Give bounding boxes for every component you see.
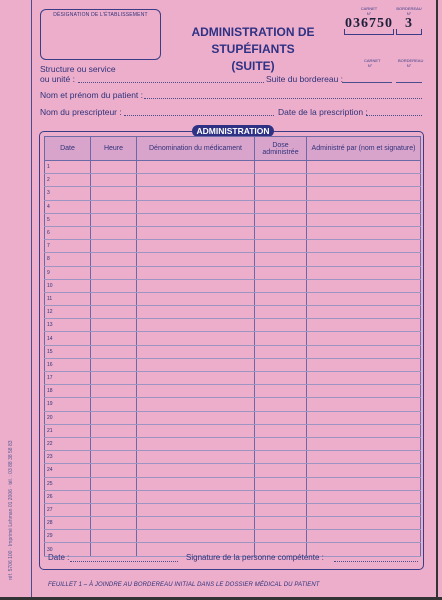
bordereau-sub-label: N°: [406, 11, 412, 16]
row-number-cell[interactable]: 27: [45, 503, 91, 516]
margin-rule: [31, 0, 32, 600]
prescripteur-input-line[interactable]: [124, 115, 274, 116]
heure-cell[interactable]: [91, 503, 137, 516]
row-number-cell[interactable]: 8: [45, 253, 91, 266]
dose-cell[interactable]: [255, 372, 307, 385]
row-number-cell[interactable]: 2: [45, 174, 91, 187]
dose-cell[interactable]: [255, 424, 307, 437]
table-row: [45, 398, 421, 411]
suite-bordereau-number-label: [398, 58, 424, 68]
dose-cell[interactable]: [255, 226, 307, 239]
dose-cell[interactable]: [255, 490, 307, 503]
date-prescription-input-line[interactable]: [366, 115, 422, 116]
table-row: [45, 358, 421, 371]
heure-cell[interactable]: [91, 226, 137, 239]
medicament-cell[interactable]: [137, 358, 255, 371]
administration-table: [44, 136, 421, 557]
suite-carnet-label-text: CARNET: [364, 58, 381, 63]
medicament-cell[interactable]: [137, 306, 255, 319]
administration-panel-title: ADMINISTRATION: [192, 125, 274, 137]
dose-cell[interactable]: [255, 292, 307, 305]
heure-cell[interactable]: [91, 451, 137, 464]
medicament-cell[interactable]: [137, 437, 255, 450]
table-row: [45, 385, 421, 398]
table-row: [45, 253, 421, 266]
dose-cell[interactable]: [255, 266, 307, 279]
bordereau-number: 3: [405, 16, 413, 31]
patient-input-line[interactable]: [144, 98, 422, 99]
medicament-cell[interactable]: [137, 161, 255, 174]
table-row: [45, 213, 421, 226]
table-row: [45, 226, 421, 239]
dose-cell[interactable]: [255, 503, 307, 516]
signature-cell[interactable]: [307, 319, 421, 332]
carnet-number: 036750: [345, 16, 393, 31]
medicament-cell[interactable]: [137, 411, 255, 424]
dose-cell[interactable]: [255, 306, 307, 319]
carnet-label: CARNET: [360, 6, 378, 11]
heure-cell[interactable]: [91, 213, 137, 226]
row-number-cell[interactable]: 29: [45, 530, 91, 543]
table-row: [45, 266, 421, 279]
heure-cell[interactable]: [91, 477, 137, 490]
dose-cell[interactable]: [255, 464, 307, 477]
row-number-cell[interactable]: 20: [45, 411, 91, 424]
side-reference-code: réf. 5706 100 · Imprimé Lehman 01 2006 · tél. : 03 88 38 58 83: [8, 440, 14, 580]
row-number-cell[interactable]: 10: [45, 279, 91, 292]
heure-cell[interactable]: [91, 517, 137, 530]
heure-cell[interactable]: [91, 240, 137, 253]
dose-cell[interactable]: [255, 451, 307, 464]
dose-cell[interactable]: [255, 530, 307, 543]
table-row: [45, 292, 421, 305]
signature-cell[interactable]: [307, 266, 421, 279]
table-row: [45, 319, 421, 332]
medicament-cell[interactable]: [137, 385, 255, 398]
dose-cell[interactable]: [255, 398, 307, 411]
dose-cell[interactable]: [255, 319, 307, 332]
medicament-cell[interactable]: [137, 451, 255, 464]
medicament-cell[interactable]: [137, 398, 255, 411]
signature-cell[interactable]: [307, 200, 421, 213]
table-row: [45, 477, 421, 490]
signature-cell[interactable]: [307, 187, 421, 200]
table-row: [45, 279, 421, 292]
heure-cell[interactable]: [91, 543, 137, 556]
signature-cell[interactable]: [307, 240, 421, 253]
table-row: [45, 372, 421, 385]
right-frame-edge: [436, 0, 438, 600]
row-number-cell[interactable]: 17: [45, 372, 91, 385]
heure-cell[interactable]: [91, 530, 137, 543]
table-row: [45, 411, 421, 424]
header-heure: Heure: [91, 137, 137, 161]
medicament-cell[interactable]: [137, 213, 255, 226]
form-title: [166, 24, 340, 75]
table-row: [45, 174, 421, 187]
suite-bordereau-label: Suite du bordereau :: [266, 74, 344, 84]
row-number-cell[interactable]: 28: [45, 517, 91, 530]
row-number-cell[interactable]: 6: [45, 226, 91, 239]
row-number-cell[interactable]: 7: [45, 240, 91, 253]
medicament-cell[interactable]: [137, 187, 255, 200]
row-number-cell[interactable]: 13: [45, 319, 91, 332]
header-administre-par: Administré par (nom et signature): [307, 137, 421, 161]
dose-cell[interactable]: [255, 358, 307, 371]
table-row: [45, 490, 421, 503]
suite-carnet-label: [364, 58, 381, 68]
row-number-cell[interactable]: 3: [45, 187, 91, 200]
heure-cell[interactable]: [91, 490, 137, 503]
establishment-box[interactable]: [40, 9, 161, 60]
signature-cell[interactable]: [307, 477, 421, 490]
signature-cell[interactable]: [307, 464, 421, 477]
medicament-cell[interactable]: [137, 332, 255, 345]
structure-label-line-1: Structure ou service: [40, 64, 116, 74]
table-row: [45, 424, 421, 437]
row-number-cell[interactable]: 22: [45, 437, 91, 450]
suite-carnet-sub-label: N°: [367, 63, 373, 68]
title-line-2: (SUITE): [231, 59, 275, 73]
dose-cell[interactable]: [255, 332, 307, 345]
signature-cell[interactable]: [307, 213, 421, 226]
heure-cell[interactable]: [91, 358, 137, 371]
bordereau-number-block: [396, 6, 422, 35]
table-body: [45, 161, 421, 557]
table-row: [45, 345, 421, 358]
medicament-cell[interactable]: [137, 345, 255, 358]
medicament-cell[interactable]: [137, 240, 255, 253]
header-date: Date: [45, 137, 91, 161]
signature-cell[interactable]: [307, 306, 421, 319]
heure-cell[interactable]: [91, 345, 137, 358]
table-header-row: [45, 137, 421, 161]
header-medicament: Dénomination du médicament: [137, 137, 255, 161]
table-row: [45, 187, 421, 200]
suite-bordereau-sub-label: N°: [406, 63, 412, 68]
footer-date-input-line[interactable]: [70, 561, 178, 562]
signature-cell[interactable]: [307, 530, 421, 543]
heure-cell[interactable]: [91, 161, 137, 174]
dose-cell[interactable]: [255, 200, 307, 213]
row-number-cell[interactable]: 23: [45, 451, 91, 464]
dose-cell[interactable]: [255, 517, 307, 530]
signature-cell[interactable]: [307, 358, 421, 371]
signature-cell[interactable]: [307, 517, 421, 530]
signature-cell[interactable]: [307, 345, 421, 358]
row-number-cell[interactable]: 19: [45, 398, 91, 411]
signature-cell[interactable]: [307, 411, 421, 424]
table-row: [45, 451, 421, 464]
heure-cell[interactable]: [91, 411, 137, 424]
signature-cell[interactable]: [307, 437, 421, 450]
row-number-cell[interactable]: 9: [45, 266, 91, 279]
carnet-number-block: [344, 6, 394, 35]
signature-cell[interactable]: [307, 385, 421, 398]
table-row: [45, 503, 421, 516]
row-number-cell[interactable]: 1: [45, 161, 91, 174]
signature-cell[interactable]: [307, 372, 421, 385]
dose-cell[interactable]: [255, 253, 307, 266]
signature-cell[interactable]: [307, 174, 421, 187]
heure-cell[interactable]: [91, 424, 137, 437]
medicament-cell[interactable]: [137, 490, 255, 503]
heure-cell[interactable]: [91, 319, 137, 332]
signature-cell[interactable]: [307, 292, 421, 305]
row-number-cell[interactable]: 30: [45, 543, 91, 556]
heure-cell[interactable]: [91, 253, 137, 266]
row-number-cell[interactable]: 14: [45, 332, 91, 345]
heure-cell[interactable]: [91, 266, 137, 279]
dose-cell[interactable]: [255, 437, 307, 450]
dose-cell[interactable]: [255, 385, 307, 398]
row-number-cell[interactable]: 25: [45, 477, 91, 490]
row-number-cell[interactable]: 15: [45, 345, 91, 358]
date-prescription-label: Date de la prescription :: [278, 107, 368, 117]
medicament-cell[interactable]: [137, 279, 255, 292]
table-row: [45, 530, 421, 543]
heure-cell[interactable]: [91, 174, 137, 187]
footer-date-label: Date :: [48, 553, 70, 562]
signature-cell[interactable]: [307, 503, 421, 516]
medicament-cell[interactable]: [137, 530, 255, 543]
title-line-1: ADMINISTRATION DE STUPÉFIANTS: [191, 25, 315, 56]
suite-carnet-input[interactable]: [342, 82, 392, 83]
dose-cell[interactable]: [255, 477, 307, 490]
heure-cell[interactable]: [91, 279, 137, 292]
table-row: [45, 161, 421, 174]
dose-cell[interactable]: [255, 411, 307, 424]
medicament-cell[interactable]: [137, 226, 255, 239]
row-number-cell[interactable]: 4: [45, 200, 91, 213]
row-number-cell[interactable]: 16: [45, 358, 91, 371]
medicament-cell[interactable]: [137, 372, 255, 385]
heure-cell[interactable]: [91, 372, 137, 385]
header-dose: Dose administrée: [255, 137, 307, 161]
row-number-cell[interactable]: 5: [45, 213, 91, 226]
dose-cell[interactable]: [255, 187, 307, 200]
structure-label-line-2: ou unité :: [40, 74, 75, 84]
dose-cell[interactable]: [255, 213, 307, 226]
structure-input-line[interactable]: [78, 82, 264, 83]
medicament-cell[interactable]: [137, 292, 255, 305]
heure-cell[interactable]: [91, 187, 137, 200]
administration-panel: [39, 126, 424, 570]
signature-cell[interactable]: [307, 451, 421, 464]
signature-cell[interactable]: [307, 226, 421, 239]
suite-bordereau-input[interactable]: [396, 82, 422, 83]
medicament-cell[interactable]: [137, 517, 255, 530]
medicament-cell[interactable]: [137, 477, 255, 490]
table-row: [45, 332, 421, 345]
row-number-cell[interactable]: 12: [45, 306, 91, 319]
medicament-cell[interactable]: [137, 319, 255, 332]
footer-signature-label: Signature de la personne compétente :: [186, 553, 324, 562]
dose-cell[interactable]: [255, 279, 307, 292]
signature-cell[interactable]: [307, 279, 421, 292]
row-number-cell[interactable]: 24: [45, 464, 91, 477]
signature-cell[interactable]: [307, 398, 421, 411]
row-number-cell[interactable]: 21: [45, 424, 91, 437]
signature-cell[interactable]: [307, 332, 421, 345]
carnet-sub-label: N°: [366, 11, 372, 16]
signature-cell[interactable]: [307, 253, 421, 266]
medicament-cell[interactable]: [137, 464, 255, 477]
heure-cell[interactable]: [91, 385, 137, 398]
medicament-cell[interactable]: [137, 174, 255, 187]
footer-note: FEUILLET 1 – À JOINDRE AU BORDEREAU INITIAL DANS LE DOSSIER MÉDICAL DU PATIENT: [48, 582, 320, 588]
table-row: [45, 464, 421, 477]
patient-label: Nom et prénom du patient :: [40, 90, 144, 100]
medicament-cell[interactable]: [137, 266, 255, 279]
dose-cell[interactable]: [255, 345, 307, 358]
medicament-cell[interactable]: [137, 200, 255, 213]
signature-cell[interactable]: [307, 490, 421, 503]
medicament-cell[interactable]: [137, 424, 255, 437]
signature-cell[interactable]: [307, 161, 421, 174]
heure-cell[interactable]: [91, 398, 137, 411]
bordereau-label: BORDEREAU: [396, 6, 422, 11]
heure-cell[interactable]: [91, 200, 137, 213]
establishment-label: DÉSIGNATION DE L'ÉTABLISSEMENT: [53, 12, 148, 18]
table-row: [45, 200, 421, 213]
row-number-cell[interactable]: 18: [45, 385, 91, 398]
heure-cell[interactable]: [91, 332, 137, 345]
dose-cell[interactable]: [255, 174, 307, 187]
signature-cell[interactable]: [307, 424, 421, 437]
table-row: [45, 517, 421, 530]
medicament-cell[interactable]: [137, 503, 255, 516]
table-row: [45, 306, 421, 319]
footer-signature-input-line[interactable]: [334, 561, 418, 562]
dose-cell[interactable]: [255, 161, 307, 174]
row-number-cell[interactable]: 11: [45, 292, 91, 305]
table-row: [45, 437, 421, 450]
table-row: [45, 240, 421, 253]
heure-cell[interactable]: [91, 464, 137, 477]
medicament-cell[interactable]: [137, 253, 255, 266]
row-number-cell[interactable]: 26: [45, 490, 91, 503]
suite-bordereau-label-text: BORDEREAU: [398, 58, 424, 63]
heure-cell[interactable]: [91, 437, 137, 450]
dose-cell[interactable]: [255, 240, 307, 253]
heure-cell[interactable]: [91, 292, 137, 305]
prescripteur-label: Nom du prescripteur :: [40, 107, 122, 117]
heure-cell[interactable]: [91, 306, 137, 319]
